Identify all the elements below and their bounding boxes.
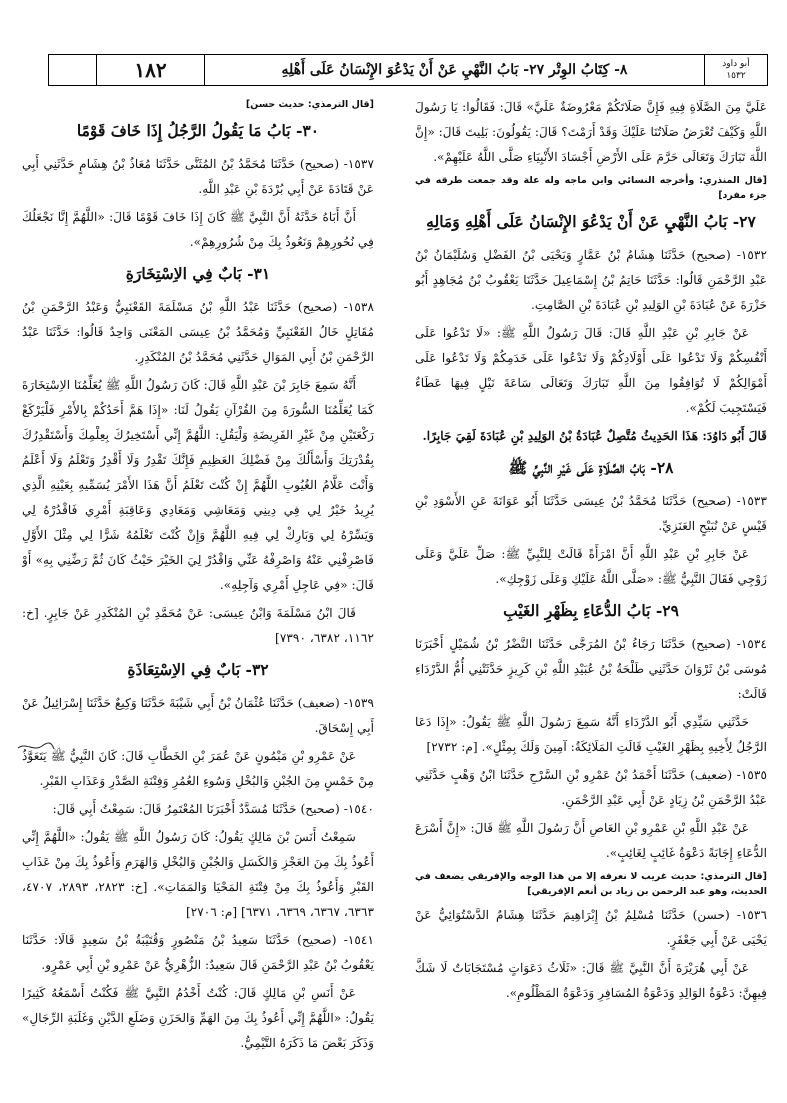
- left-column: [22, 95, 374, 1095]
- paragraph: عَلَيَّ مِنَ الصَّلَاةِ فِيهِ فَإِنَّ صَلَاتَكُمْ مَعْرُوضَةٌ عَلَيَّ» قَالَ: فَقَالُوا: يَا رَسُولَ اللَّهِ وَكَيْفَ تُعْرَضُ صَلَاتُنَا عَلَيْكَ وَقَدْ أَرَمْتَ؟ قَالَ: يَقُولُونَ: بَلِيتَ قَالَ: «إِنَّ اللَّهَ تَبَارَكَ وَتَعَالَى حَرَّمَ عَلَى الأَرْضِ أَجْسَادَ الأَنْبِيَاءِ صَلَّى اللَّهُ عَلَيْهِمْ».: [415, 100, 767, 164]
- page-number: ١٨٢: [97, 55, 205, 85]
- header-title: ٨- كِتَابُ الوِتْر ٢٧- بَابُ النَّهْيِ عَنْ أَنْ يَدْعُوَ الإِنْسَانُ عَلَى أَهْلِهِ: [205, 55, 705, 85]
- hadith-1536: ١٥٣٦- (حسن) حَدَّثَنَا مُسْلِمُ بْنُ إِبْرَاهِيمَ حَدَّثَنَا هِشَامٌ الدَّسْتُوَائِيُّ عَنْ يَحْيَى عَنْ أَبِي جَعْفَرٍ.: [415, 908, 767, 947]
- right-column: [415, 95, 767, 1095]
- hadith-1538: ١٥٣٨- (صحيح) حَدَّثَنَا عَبْدُ اللَّهِ بْنُ مَسْلَمَةَ القَعْنَبِيُّ وَعَبْدُ الرَّحْمَنِ بْنُ مُقَاتِلٍ خَالُ القَعْنَبِيِّ وَمُحَمَّدُ بْنُ عِيسَى المَعْنَى وَاحِدٌ قَالُوا: حَدَّثَنَا عَبْدُ الرَّحْمَنِ بْنُ أَبِي المَوَالِ حَدَّثَنِي مُحَمَّدُ بْنُ المُنْكَدِرِ.: [22, 300, 374, 364]
- footnote: [قال الترمذي: حديث حسن]: [245, 99, 374, 110]
- paragraph: عَنْ عَبْدِ اللَّهِ بْنِ عَمْرِو بْنِ العَاصِ أَنَّ رَسُولَ اللَّهِ ﷺ قَالَ: «إِنَّ أَسْرَعَ الدُّعَاءِ إِجَابَةً دَعْوَةُ غَائِبٍ لِغَائِبٍ».: [415, 821, 767, 860]
- hadith-1534: ١٥٣٤- (صحيح) حَدَّثَنَا رَجَاءُ بْنُ المُرَجَّى حَدَّثَنَا النَّضْرُ بْنُ شُمَيْلٍ أَخْبَرَنَا مُوسَى بْنُ ثَرْوَانَ حَدَّثَنِي طَلْحَةُ بْنُ عُبَيْدِ اللَّهِ بْنِ كَرِيزٍ حَدَّثَتْنِي أُمُّ الدَّرْدَاءِ قَالَتْ:: [415, 637, 767, 701]
- hadith-1535: ١٥٣٥- (ضعيف) حَدَّثَنَا أَحْمَدُ بْنُ عَمْرِو بْنِ السَّرْحِ حَدَّثَنَا ابْنُ وَهْبٍ حَدَّثَنِي عَبْدُ الرَّحْمَنِ بْنُ زِيَادٍ عَنْ أَبِي عَبْدِ الرَّحْمَنِ.: [415, 768, 767, 807]
- paragraph: قَالَ ابْنُ مَسْلَمَةَ وَابْنُ عِيسَى: عَنْ مُحَمَّدِ بْنِ المُنْكَدِرِ عَنْ جَابِرٍ. [خ: ١١٦٢، ٦٣٨٢، ٧٣٩٠]: [22, 606, 374, 645]
- chapter-heading: ٢٨- بَابُ الصَّلَاةِ عَلَى غَيْرِ النَّبِيِّ ﷺ: [508, 458, 674, 477]
- hadith-1540: ١٥٤٠- (صحيح) حَدَّثَنَا مُسَدَّدٌ أَخْبَرَنَا المُعْتَمِرُ قَالَ: سَمِعْتُ أَبِي قَالَ:: [52, 802, 374, 816]
- footnote: [قال الترمذي: حديث غريب لا نعرفه إلا من هذا الوجه والإفريقي يضعف في الحديث، وهو عبد الرحمن بن زياد بن أنعم الإفريقي]: [415, 871, 767, 897]
- handwritten-mark: [16, 740, 56, 754]
- chapter-heading: ٢٩- بَابُ الدُّعَاءِ بِظَهْرِ الغَيْبِ: [503, 601, 679, 620]
- paragraph: عَنْ أَنَسِ بْنِ مَالِكٍ قَالَ: كُنْتُ أَخْدُمُ النَّبِيَّ ﷺ فَكُنْتُ أَسْمَعُهُ كَثِيرًا يَقُولُ: «اللَّهُمَّ إِنِّي أَعُوذُ بِكَ مِنَ الهَمِّ وَالحَزَنِ وَضَلَعِ الدَّيْنِ وَغَلَبَةِ الرِّجَالِ» وَذَكَرَ بَعْضَ مَا ذَكَرَهُ التَّيْمِيُّ.: [22, 986, 374, 1050]
- chapter-heading: ٣٢- بَابٌ فِي الاِسْتِعَاذَةِ: [127, 660, 269, 679]
- chapter-heading: ٣١- بَابٌ فِي الاِسْتِخَارَةِ: [125, 264, 271, 283]
- paragraph: أَنَّ أَبَاهُ حَدَّثَهُ أَنَّ النَّبِيَّ ﷺ كَانَ إِذَا خَافَ قَوْمًا قَالَ: «اللَّهُمَّ إِنَّا نَجْعَلُكَ فِي نُحُورِهِمْ وَنَعُوذُ بِكَ مِنْ شُرُورِهِمْ».: [22, 210, 374, 249]
- hadith-range: ١٥٣٢: [726, 71, 746, 81]
- hadith-1537: ١٥٣٧- (صحيح) حَدَّثَنَا مُحَمَّدُ بْنُ المُثَنَّى حَدَّثَنَا مُعَاذُ بْنُ هِشَامٍ حَدَّثَنِي أَبِي عَنْ قَتَادَةَ عَنْ أَبِي بُرْدَةَ بْنِ عَبْدِ اللَّهِ.: [22, 157, 374, 196]
- paragraph: عَنْ جَابِرِ بْنِ عَبْدِ اللَّهِ أَنَّ امْرَأَةً قَالَتْ لِلنَّبِيِّ ﷺ: صَلِّ عَلَيَّ وَعَلَى زَوْجِي فَقَالَ النَّبِيُّ ﷺ: «صَلَّى اللَّهُ عَلَيْكِ وَعَلَى زَوْجِكِ».: [415, 547, 767, 586]
- book-label: أبو داود: [722, 59, 750, 69]
- paragraph: أَنَّهُ سَمِعَ جَابِرَ بْنَ عَبْدِ اللَّهِ قَالَ: كَانَ رَسُولُ اللَّهِ ﷺ يُعَلِّمُنَا الاِسْتِخَارَةَ كَمَا يُعَلِّمُنَا السُّورَةَ مِنَ القُرْآنِ يَقُولُ لَنَا: «إِذَا هَمَّ أَحَدُكُمْ بِالأَمْرِ فَلْيَرْكَعْ رَكْعَتَيْنِ مِنْ غَيْرِ الفَرِيضَةِ وَلْيَقُلِ: اللَّهُمَّ إِنِّي أَسْتَخِيرُكَ بِعِلْمِكَ وَأَسْتَقْدِرُكَ بِقُدْرَتِكَ وَأَسْأَلُكَ مِنْ فَضْلِكَ العَظِيمِ فَإِنَّكَ تَقْدِرُ وَلَا أَقْدِرُ وَتَعْلَمُ وَلَا أَعْلَمُ وَأَنْتَ عَلَّامُ الغُيُوبِ اللَّهُمَّ إِنْ كُنْتَ تَعْلَمُ أَنَّ هَذَا الأَمْرَ يُسَمِّيهِ بِعَيْنِهِ الَّذِي يُرِيدُ خَيْرٌ لِي فِي دِينِي وَمَعَاشِي وَمَعَادِي وَعَاقِبَةِ أَمْرِي فَاقْدُرْهُ لِي وَيَسِّرْهُ لِي وَبَارِكْ لِي فِيهِ اللَّهُمَّ وَإِنْ كُنْتَ تَعْلَمُهُ شَرًّا لِي مِثْلَ الأَوَّلِ فَاصْرِفْنِي عَنْهُ وَاصْرِفْهُ عَنِّي وَاقْدُرْ لِيَ الخَيْرَ حَيْثُ كَانَ ثُمَّ رَضِّنِي بِهِ» أَوْ قَالَ: «فِي عَاجِلِ أَمْرِي وَآجِلِهِ».: [22, 378, 374, 592]
- header-empty-cell: [49, 55, 97, 85]
- paragraph: سَمِعْتُ أَنَسَ بْنَ مَالِكٍ يَقُولُ: كَانَ رَسُولُ اللَّهِ ﷺ يَقُولُ: «اللَّهُمَّ إِنِّي أَعُوذُ بِكَ مِنَ العَجْزِ وَالكَسَلِ وَالجُبْنِ وَالبُخْلِ وَالهَرَمِ وَأَعُوذُ بِكَ مِنْ عَذَابِ القَبْرِ وَأَعُوذُ بِكَ مِنْ فِتْنَةِ المَحْيَا وَالمَمَاتِ». [خ: ٢٨٢٣، ٢٨٩٣، ٤٧٠٧، ٦٣٦٣، ٦٣٦٧، ٦٣٦٩، ٦٣٧١] [م: ٢٧٠٦]: [22, 830, 374, 919]
- paragraph: حَدَّثَنِي سَيِّدِي أَبُو الدَّرْدَاءِ أَنَّهُ سَمِعَ رَسُولَ اللَّهِ ﷺ يَقُولُ: «إِذَا دَعَا الرَّجُلُ لِأَخِيهِ بِظَهْرِ الغَيْبِ قَالَتِ المَلَائِكَةُ: آمِينَ وَلَكَ بِمِثْلٍ». [م: ٢٧٣٢]: [415, 715, 767, 754]
- hadith-1533: ١٥٣٣- (صحيح) حَدَّثَنَا مُحَمَّدُ بْنُ عِيسَى حَدَّثَنَا أَبُو عَوَانَةَ عَنِ الأَسْوَدِ بْنِ قَيْسٍ عَنْ نُبَيْحٍ العَنَزِيِّ.: [415, 494, 767, 533]
- header-source: [705, 55, 767, 85]
- running-header: [48, 54, 768, 86]
- paragraph: عَنْ عَمْرِو بْنِ مَيْمُونٍ عَنْ عُمَرَ بْنِ الخَطَّابِ قَالَ: كَانَ النَّبِيُّ ﷺ يَتَعَوَّذُ مِنْ خَمْسٍ مِنَ الجُبْنِ وَالبُخْلِ وَسُوءِ العُمُرِ وَفِتْنَةِ الصَّدْرِ وَعَذَابِ القَبْرِ.: [22, 749, 374, 788]
- hadith-1532: ١٥٣٢- (صحيح) حَدَّثَنَا هِشَامُ بْنُ عَمَّارٍ وَيَحْيَى بْنُ الفَضْلِ وَسُلَيْمَانُ بْنُ عَبْدِ الرَّحْمَنِ قَالُوا: حَدَّثَنَا حَاتِمُ بْنُ إِسْمَاعِيلَ حَدَّثَنَا يَعْقُوبُ بْنُ مُجَاهِدٍ أَبُو حَزْرَةَ عَنْ عُبَادَةَ بْنِ الوَلِيدِ بْنِ عُبَادَةَ بْنِ الصَّامِتِ.: [415, 248, 767, 312]
- chapter-heading: ٣٠- بَابُ مَا يَقُولُ الرَّجُلُ إِذَا خَافَ قَوْمًا: [76, 121, 320, 140]
- paragraph: عَنْ أَبِي هُرَيْرَةَ أَنَّ النَّبِيَّ ﷺ قَالَ: «ثَلَاثُ دَعَوَاتٍ مُسْتَجَابَاتٌ لَا شَكَّ فِيهِنَّ: دَعْوَةُ الوَالِدِ وَدَعْوَةُ المُسَافِرِ وَدَعْوَةُ المَظْلُومِ».: [415, 961, 767, 1000]
- paragraph: عَنْ جَابِرِ بْنِ عَبْدِ اللَّهِ قَالَ: قَالَ رَسُولُ اللَّهِ ﷺ: «لَا تَدْعُوا عَلَى أَنْفُسِكُمْ وَلَا تَدْعُوا عَلَى أَوْلَادِكُمْ وَلَا تَدْعُوا عَلَى خَدَمِكُمْ وَلَا تَدْعُوا عَلَى أَمْوَالِكُمْ لَا تُوَافِقُوا مِنَ اللَّهِ تَبَارَكَ وَتَعَالَى سَاعَةَ نَيْلٍ فِيهَا عَطَاءٌ فَيَسْتَجِيبَ لَكُمْ».: [415, 326, 767, 415]
- chapter-heading: ٢٧- بَابُ النَّهْيِ عَنْ أَنْ يَدْعُوَ الإِنْسَانُ عَلَى أَهْلِهِ وَمَالِهِ: [426, 212, 756, 231]
- footnote: [قال المنذري: وأخرجه النسائي وابن ماجه وله علة وقد جمعت طرقه في جزء مفرد]: [415, 175, 767, 201]
- paragraph: قَالَ أَبُو دَاوُدَ: هَذَا الحَدِيثُ مُتَّصِلٌ عُبَادَةُ بْنُ الوَلِيدِ بْنِ عُبَادَةَ لَقِيَ جَابِرًا.: [422, 429, 767, 443]
- hadith-1541: ١٥٤١- (صحيح) حَدَّثَنَا سَعِيدُ بْنُ مَنْصُورٍ وَقُتَيْبَةُ بْنُ سَعِيدٍ قَالَا: حَدَّثَنَا يَعْقُوبُ بْنُ عَبْدِ الرَّحْمَنِ قَالَ سَعِيدٌ: الزُّهْرِيُّ عَنْ عَمْرِو بْنِ أَبِي عَمْرٍو.: [22, 933, 374, 972]
- hadith-1539: ١٥٣٩- (ضعيف) حَدَّثَنَا عُثْمَانُ بْنُ أَبِي شَيْبَةَ حَدَّثَنَا وَكِيعٌ حَدَّثَنَا إِسْرَائِيلُ عَنْ أَبِي إِسْحَاقَ.: [22, 696, 374, 735]
